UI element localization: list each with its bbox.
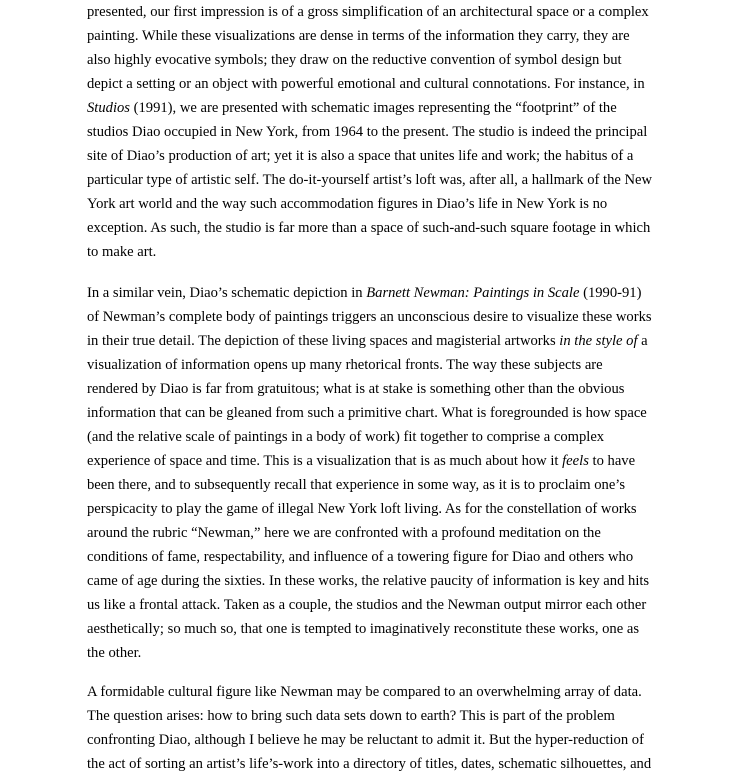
italic-text-run: in the style of	[559, 333, 638, 349]
text-run: The question arises: how to bring such data sets down to earth? This is part of the problem	[87, 708, 615, 724]
italic-text-run: Barnett Newman: Paintings in Scale	[366, 285, 580, 301]
text-run: a	[637, 333, 648, 349]
text-line	[87, 425, 652, 449]
text-line	[87, 569, 652, 593]
text-line	[87, 641, 652, 665]
text-line	[87, 752, 651, 776]
text-line	[87, 240, 652, 264]
text-line	[87, 281, 652, 305]
text-run: visualization of information opens up many rhetorical fronts. The way these subjects are	[87, 357, 603, 373]
text-run: also highly evocative symbols; they draw on the reductive convention of symbol design but	[87, 52, 622, 68]
text-run: came of age during the sixties. In these works, the relative paucity of information is key and hits	[87, 573, 650, 589]
text-run: particular type of artistic self. The do-it-yourself artist’s loft was, after all, a hallmark of the New	[87, 172, 653, 188]
text-line	[87, 96, 652, 120]
text-line	[87, 680, 651, 704]
text-line	[87, 704, 651, 728]
text-line	[87, 120, 652, 144]
text-line	[87, 144, 652, 168]
text-line	[87, 72, 652, 96]
text-run: information that can be gleaned from such a primitive chart. What is foregrounded is how space	[87, 405, 647, 421]
text-line	[87, 497, 652, 521]
paragraph-2	[87, 281, 652, 665]
text-run: painting. While these visualizations are dense in terms of the information they carry, they are	[87, 28, 630, 44]
text-run: in their true detail. The depiction of these living spaces and magisterial artworks	[87, 333, 560, 349]
text-run: conditions of fame, respectability, and influence of a towering figure for Diao and others who	[87, 549, 634, 565]
text-run: depict a setting or an object with powerful emotional and cultural connotations. For instance, in	[87, 76, 645, 92]
text-run: studios Diao occupied in New York, from 1964 to the present. The studio is indeed the principal	[87, 124, 648, 140]
text-run: confronting Diao, although I believe he may be reluctant to admit it. But the hyper-reduction of	[87, 732, 644, 748]
text-run: the act of sorting an artist’s life’s-work into a directory of titles, dates, schematic silhouettes, and	[87, 756, 652, 772]
text-run: been there, and to subsequently recall that experience in some way, as it is to proclaim one’s	[87, 477, 626, 493]
text-line	[87, 329, 652, 353]
text-run: site of Diao’s production of art; yet it is also a space that unites life and work; the habitus of a	[87, 148, 634, 164]
text-run: to make art.	[87, 244, 157, 260]
text-line	[87, 473, 652, 497]
text-run: York art world and the way such accommodation figures in Diao’s life in New York is no	[87, 196, 608, 212]
text-run: (1990-91)	[579, 285, 642, 301]
text-run: (and the relative scale of paintings in a body of work) fit together to comprise a complex	[87, 429, 605, 445]
text-run: rendered by Diao is far from gratuitous; what is at stake is something other than the obvious	[87, 381, 625, 397]
text-line	[87, 593, 652, 617]
text-line	[87, 24, 652, 48]
text-line	[87, 377, 652, 401]
text-run: of Newman’s complete body of paintings triggers an unconscious desire to visualize these works	[87, 309, 652, 325]
italic-text-run: Studios	[87, 100, 130, 116]
text-run: (1991), we are presented with schematic images representing the “footprint” of the	[129, 100, 617, 116]
text-run: experience of space and time. This is a visualization that is as much about how it	[87, 453, 563, 469]
text-run: exception. As such, the studio is far more than a space of such-and-such square footage in which	[87, 220, 651, 236]
text-line	[87, 48, 652, 72]
paragraph-3	[87, 680, 651, 776]
text-line	[87, 168, 652, 192]
text-run: to have	[588, 453, 636, 469]
text-line	[87, 305, 652, 329]
text-line	[87, 728, 651, 752]
text-line	[87, 521, 652, 545]
text-run: A formidable cultural figure like Newman may be compared to an overwhelming array of data.	[87, 684, 642, 700]
text-run: perspicacity to play the game of illegal New York loft living. As for the constellation of works	[87, 501, 637, 517]
italic-text-run: feels	[562, 453, 589, 469]
text-line	[87, 353, 652, 377]
text-line	[87, 401, 652, 425]
text-run: aesthetically; so much so, that one is tempted to imaginatively reconstitute these works, one as	[87, 621, 639, 637]
text-line	[87, 0, 652, 24]
text-run: around the rubric “Newman,” here we are confronted with a profound meditation on the	[87, 525, 601, 541]
text-run: the other.	[87, 645, 142, 661]
text-run: us like a frontal attack. Taken as a couple, the studios and the Newman output mirror each other	[87, 597, 647, 613]
text-run: presented, our first impression is of a gross simplification of an architectural space or a complex	[87, 4, 649, 20]
text-run: In a similar vein, Diao’s schematic depiction in	[87, 285, 367, 301]
text-line	[87, 449, 652, 473]
text-line	[87, 216, 652, 240]
text-line	[87, 545, 652, 569]
text-line	[87, 192, 652, 216]
text-line	[87, 617, 652, 641]
paragraph-1	[87, 0, 652, 264]
